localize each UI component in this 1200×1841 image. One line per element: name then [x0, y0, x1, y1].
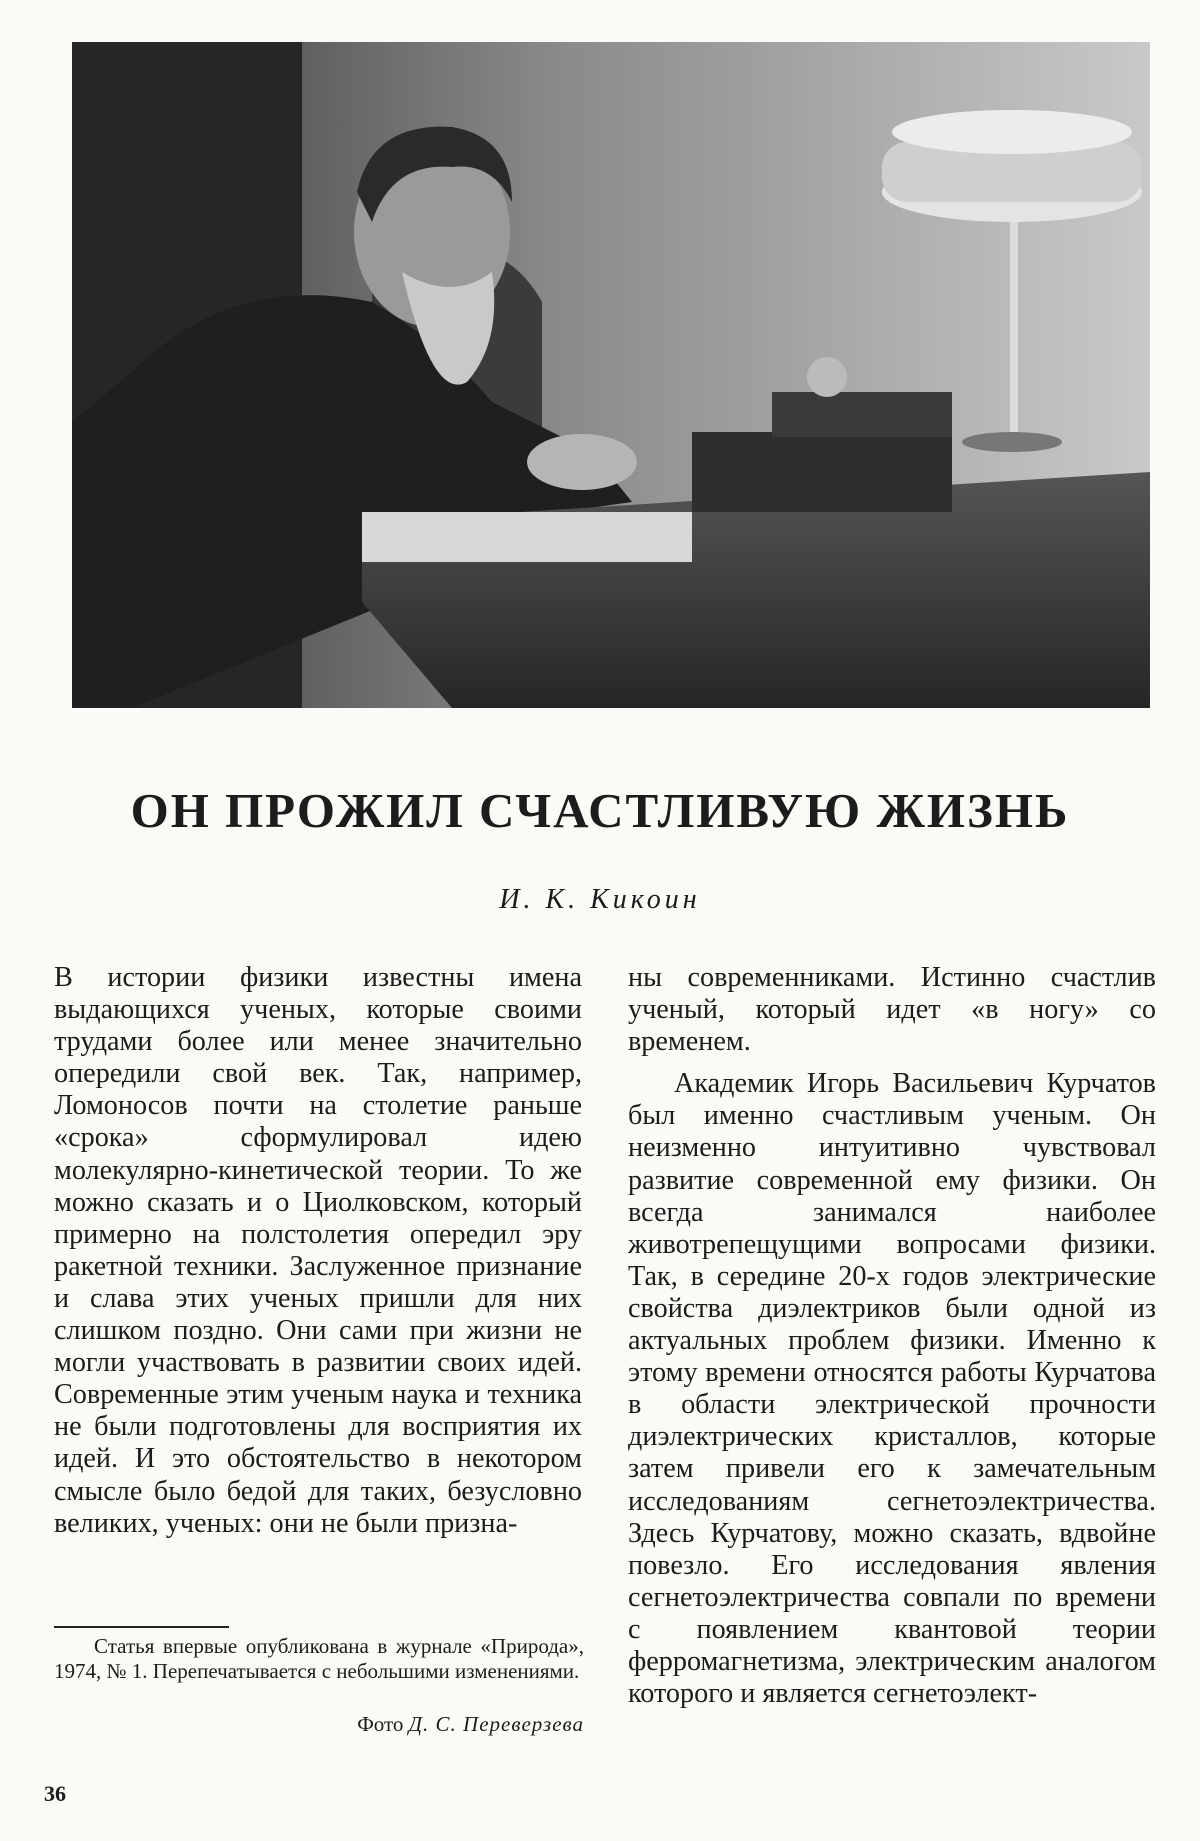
- footnote-text: Статья впервые опубликована в журнале «Природа», 1974, № 1. Перепечатывается с небольшими изменениями.: [54, 1634, 584, 1683]
- footnote-divider: [54, 1626, 229, 1628]
- body-paragraph: Академик Игорь Васильевич Курчатов был именно счастливым ученым. Он неизменно интуитивно чувствовал развитие современной ему физики. Он всегда занимался наиболее животрепещущими вопросами физики. Так, в середине 20-х годов электрические свойства диэлектриков были одной из актуальных проблем физики. Именно к этому времени относятся работы Курчатова в области электрической прочности диэлектрических кристаллов, которые затем привели его к замечательным исследованиям сегнетоэлектричества. Здесь Курчатову, можно сказать, вдвойне повезло. Его исследования явления сегнетоэлектричества совпали по времени с появлением квантовой теории ферромагнетизма, электрическим аналогом которого и является сегнетоэлект-: [628, 1068, 1156, 1710]
- portrait-photo-icon: [72, 42, 1150, 708]
- photo-credit: [54, 1712, 584, 1737]
- page-number: 36: [44, 1781, 66, 1806]
- article-author: И. К. Кикоин: [499, 884, 701, 915]
- photo-credit-author: Д. С. Переверзева: [408, 1712, 584, 1736]
- body-paragraph: ны современниками. Истинно счастлив ученый, который идет «в ногу» со временем.: [628, 962, 1156, 1058]
- photo-credit-label: Фото: [357, 1712, 404, 1736]
- right-column: [628, 962, 1156, 1710]
- body-paragraph: В истории физики известны имена выдающихся ученых, которые своими трудами более или менее значительно опередили свой век. Так, например, Ломоносов почти на столетие раньше «срока» сформулировал идею молекулярно-кинетической теории. То же можно сказать и о Циолковском, который примерно на полстолетия опередил эру ракетной техники. Заслуженное признание и слава этих ученых пришли для них слишком поздно. Они сами при жизни не могли участвовать в развитии своих идей. Современные этим ученым наука и техника не были подготовлены для восприятия их идей. И это обстоятельство в некотором смысле было бедой для таких, безусловно великих, ученых: они не были призна-: [54, 962, 582, 1539]
- left-column: [54, 962, 582, 1540]
- footnote: [54, 1634, 584, 1684]
- article-title: ОН ПРОЖИЛ СЧАСТЛИВУЮ ЖИЗНЬ: [130, 783, 1070, 838]
- portrait-photo: [72, 42, 1150, 708]
